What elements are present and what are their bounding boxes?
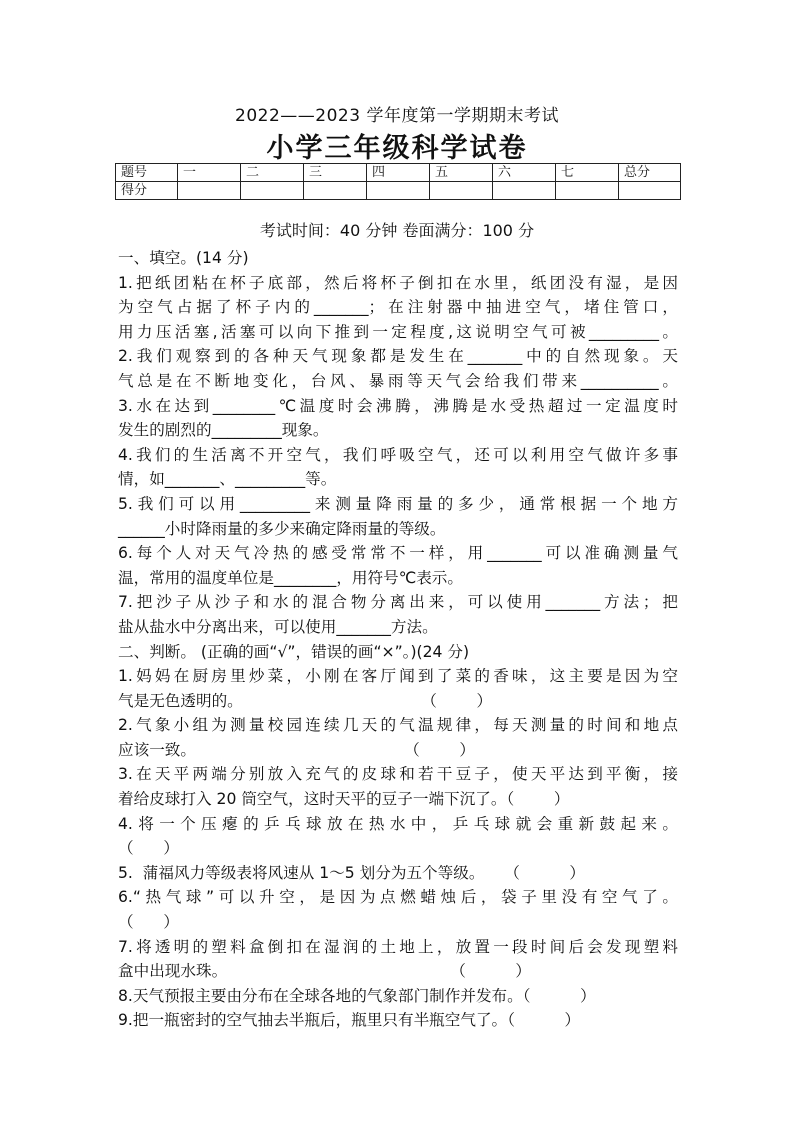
question-line: 用力压活塞,活塞可以向下推到一定程度,这说明空气可被_________。 [118,322,678,341]
answer-parentheses: （ ） [118,913,179,932]
score-cell: 七 [556,164,619,182]
score-cell [178,182,241,200]
score-table [115,163,681,200]
score-cell: 四 [367,164,430,182]
score-cell [556,182,619,200]
question-line: 气总是在不断地变化，台风、暴雨等天气会给我们带来__________。 [118,371,678,390]
question-line: 3.在天平两端分别放入充气的皮球和若干豆子，使天平达到平衡，接 [118,765,678,784]
question-line: 3.水在达到________℃温度时会沸腾，沸腾是水受热超过一定温度时 [118,396,678,415]
score-cell [304,182,367,200]
score-cell: 五 [430,164,493,182]
score-table-row-score [116,182,681,200]
question-line: 9.把一瓶密封的空气抽去半瓶后，瓶里只有半瓶空气了。（ ） [118,1011,581,1030]
question-line: 4.将一个压瘪的乒乓球放在热水中，乒乓球就会重新鼓起来。 [118,814,678,833]
score-cell: 得分 [116,182,178,200]
answer-parentheses: （ ） [118,839,179,858]
score-cell: 总分 [619,164,681,182]
score-cell [367,182,430,200]
question-line: 盐从盐水中分离出来，可以使用_______方法。 [118,617,438,636]
question-line: 6.每个人对天气冷热的感受常常不一样，用_______可以准确测量气 [118,544,678,563]
question-line: 着给皮球打入 20 筒空气，这时天平的豆子一端下沉了。（ ） [118,790,570,809]
question-line: 7.把沙子从沙子和水的混合物分离出来，可以使用_______方法；把 [118,593,678,612]
score-cell [430,182,493,200]
question-line: 情，如_______、_________等。 [118,470,337,489]
question-line: 应该一致。 （ ） [118,740,475,759]
section-heading: 一、填空。(14 分) [118,249,249,267]
score-cell [493,182,556,200]
score-cell: 题号 [116,164,178,182]
exam-title: 小学三年级科学试卷 [266,133,528,164]
question-line: 5. 蒲福风力等级表将风速从 1～5 划分为五个等级。 （ ） [118,863,586,882]
exam-info: 考试时间：40 分钟 卷面满分：100 分 [259,221,535,240]
question-line: 1.把纸团粘在杯子底部，然后将杯子倒扣在水里，纸团没有湿，是因 [118,273,678,292]
question-line: 7.将透明的塑料盒倒扣在湿润的土地上，放置一段时间后会发现塑料 [118,937,678,956]
question-line: 温，常用的温度单位是________，用符号℃表示。 [118,568,463,587]
score-cell: 三 [304,164,367,182]
question-line: 盒中出现水珠。 （ ） [118,962,531,981]
question-line: 1.妈妈在厨房里炒菜，小刚在客厅闻到了菜的香味，这主要是因为空 [118,667,678,686]
question-line: 为空气占据了杯子内的_______；在注射器中抽进空气，堵住管口， [118,298,678,317]
question-line: 5.我们可以用_________来测量降雨量的多少，通常根据一个地方 [118,494,678,513]
exam-content [118,246,678,1033]
exam-subtitle: 2022——2023 学年度第一学期期末考试 [235,106,559,126]
score-cell: 二 [241,164,304,182]
section-heading: 二、判断。 (正确的画“√”，错误的画“×”。)(24 分) [118,642,470,661]
question-line: 8.天气预报主要由分布在全球各地的气象部门制作并发布。（ ） [118,986,596,1005]
question-line: 4.我们的生活离不开空气，我们呼吸空气，还可以利用空气做许多事 [118,445,678,464]
score-cell: 六 [493,164,556,182]
question-line: 6.“热气球”可以升空，是因为点燃蜡烛后，袋子里没有空气了。 [118,888,678,907]
question-line: 发生的剧烈的_________现象。 [118,421,329,440]
question-line: 2.我们观察到的各种天气现象都是发生在_______中的自然现象。天 [118,347,678,366]
score-table-row-question [116,164,681,182]
score-cell: 一 [178,164,241,182]
question-line: 2.气象小组为测量校园连续几天的气温规律，每天测量的时间和地点 [118,716,678,735]
score-cell [619,182,681,200]
question-line: 气是无色透明的。 （ ） [118,691,493,710]
question-line: ______小时降雨量的多少来确定降雨量的等级。 [118,519,446,538]
score-cell [241,182,304,200]
